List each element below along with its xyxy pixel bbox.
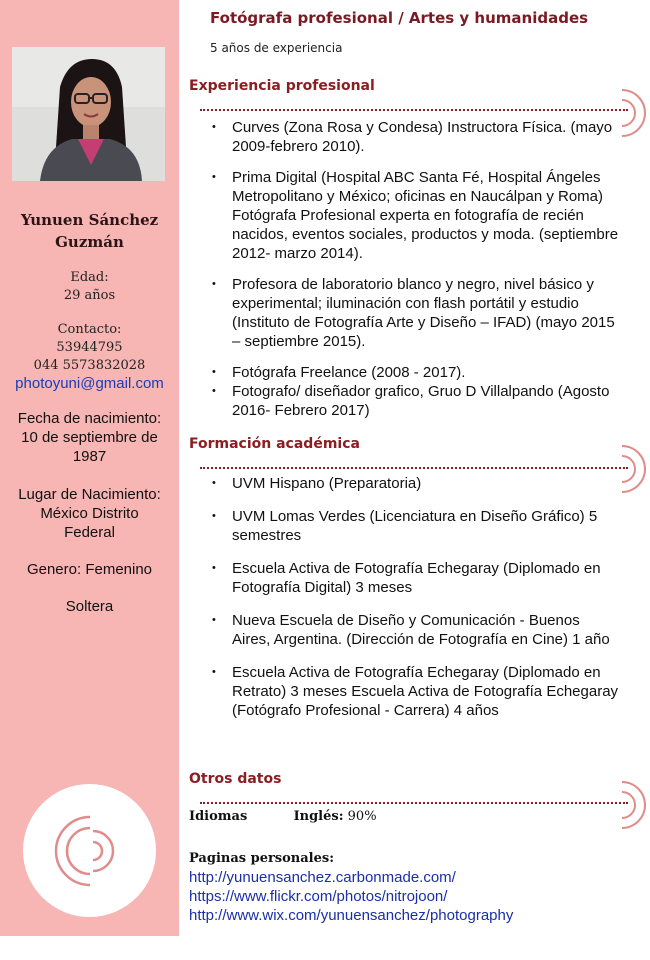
bullet-icon: • — [212, 562, 216, 574]
list-item: • UVM Lomas Verdes (Licenciatura en Diseño Gráfico) 5 semestres — [212, 508, 598, 544]
birthplace-label: Lugar de Nacimiento: — [18, 486, 161, 503]
experience-years: 5 años de experiencia — [210, 41, 343, 55]
languages-label: Idiomas — [189, 809, 248, 824]
profile-photo — [12, 47, 165, 181]
personal-links — [189, 868, 513, 925]
list-item: • Nueva Escuela de Diseño y Comunicación - Buenos Aires, Argentina. (Dirección de Fotografía en Cine) 1 año — [212, 612, 610, 648]
list-item: • UVM Hispano (Preparatoria) — [212, 475, 422, 492]
languages-row — [189, 809, 377, 824]
link-wix[interactable]: http://www.wix.com/yunuensanchez/photography — [189, 907, 514, 924]
education-heading: Formación académica — [189, 436, 360, 452]
education-list — [210, 474, 620, 720]
birth-date-block — [0, 409, 179, 466]
bullet-icon: • — [212, 666, 216, 678]
other-divider — [200, 802, 628, 804]
contact-label: Contacto: — [57, 322, 122, 337]
personal-pages-label: Paginas personales: — [189, 851, 334, 866]
list-item: • Fotografo/ diseñador grafico, Gruo D Villalpando (Agosto 2016- Febrero 2017) — [212, 383, 610, 419]
page-title: Fotógrafa profesional / Artes y humanidades — [210, 9, 589, 27]
bullet-icon: • — [212, 614, 216, 626]
english-label: Inglés: — [293, 809, 344, 824]
bullet-icon: • — [212, 278, 216, 290]
name-line-1: Yunuen Sánchez — [20, 211, 159, 229]
age-value: 29 años — [63, 288, 116, 303]
bullet-icon: • — [212, 171, 216, 183]
age-label: Edad: — [70, 270, 109, 285]
name-line-2: Guzmán — [55, 233, 124, 251]
logo-circle — [23, 784, 156, 917]
other-heading: Otros datos — [189, 771, 282, 787]
marital-status: Soltera — [65, 598, 114, 615]
bullet-icon: • — [212, 510, 216, 522]
divider-arc-icon — [620, 88, 650, 138]
birth-value-line-1: 10 de septiembre de — [21, 429, 158, 446]
link-flickr[interactable]: https://www.flickr.com/photos/nitrojoon/ — [189, 888, 448, 905]
link-carbonmade[interactable]: http://yunuensanchez.carbonmade.com/ — [189, 869, 456, 886]
list-item: • Curves (Zona Rosa y Condesa) Instructora Física. (mayo 2009-febrero 2010). — [212, 119, 613, 155]
birth-value-line-2: 1987 — [72, 448, 107, 465]
sidebar — [0, 0, 179, 936]
bullet-icon: • — [212, 366, 216, 378]
gender: Genero: Femenino — [26, 561, 153, 578]
phone-1: 53944795 — [56, 340, 123, 355]
birth-label: Fecha de nacimiento: — [17, 410, 162, 427]
list-item: • Prima Digital (Hospital ABC Santa Fé, Hospital Ángeles Metropolitano y México; oficinas en Naucálpan y Roma) Fotógrafa Profesional experta en fotografía de recién nacidos, eventos sociales, productos y moda. (septiembre 2012- marzo 2014). — [212, 169, 619, 262]
email-link[interactable]: photoyuni@gmail.com — [15, 375, 164, 392]
education-divider — [200, 467, 628, 469]
list-item: • Fotógrafa Freelance (2008 - 2017). — [212, 364, 466, 381]
bullet-icon: • — [212, 121, 216, 133]
birthplace-block — [0, 485, 179, 542]
age-block — [0, 269, 179, 305]
person-name — [0, 209, 179, 253]
list-item: • Escuela Activa de Fotografía Echegaray (Diplomado en Fotografía Digital) 3 meses — [212, 560, 601, 596]
divider-arc-icon — [620, 444, 650, 494]
experience-divider — [200, 109, 628, 111]
experience-heading: Experiencia profesional — [189, 78, 375, 94]
contact-block — [0, 321, 179, 375]
bullet-icon: • — [212, 477, 216, 489]
english-value: 90% — [347, 809, 377, 824]
experience-list — [210, 118, 620, 420]
logo-icon — [23, 784, 156, 917]
birthplace-line-1: México Distrito — [40, 505, 139, 522]
list-item: • Escuela Activa de Fotografía Echegaray (Diplomado en Retrato) 3 meses Escuela Activa de Fotografía Echegaray (Fotógrafo Profesional - Carrera) 4 años — [212, 664, 619, 719]
list-item: • Profesora de laboratorio blanco y negro, nivel básico y experimental; iluminación con flash portátil y estudio (Instituto de Fotografía Arte y Diseño – IFAD) (mayo 2015 – septiembre 2015). — [212, 276, 615, 350]
bullet-icon: • — [212, 385, 216, 397]
phone-2: 044 5573832028 — [33, 358, 146, 373]
divider-arc-icon — [620, 780, 650, 830]
birthplace-line-2: Federal — [64, 524, 115, 541]
